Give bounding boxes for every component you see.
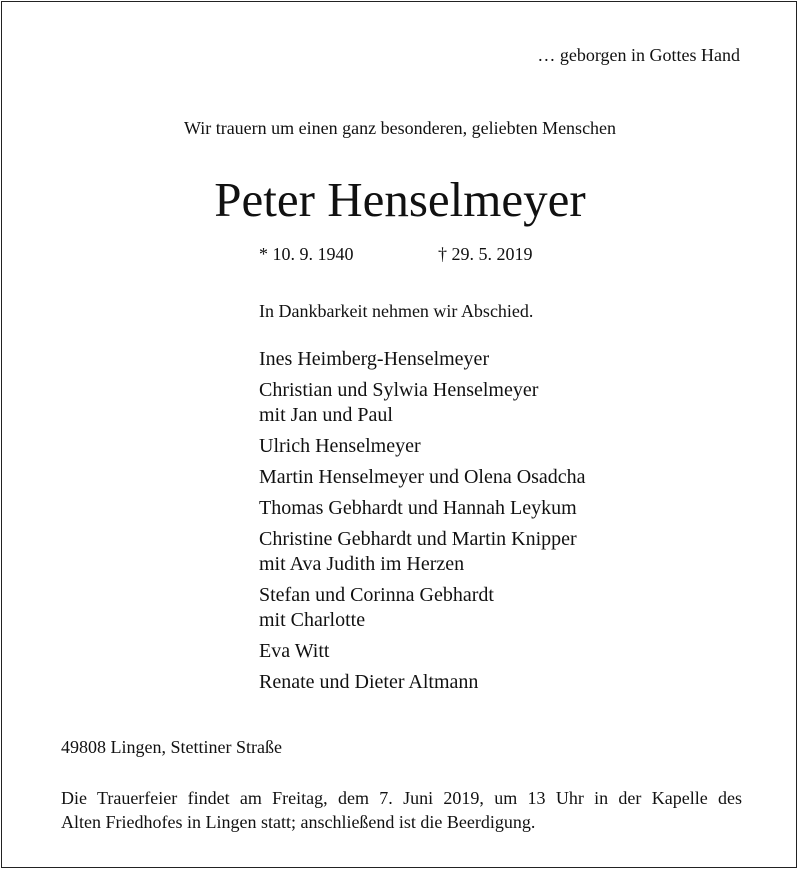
mourner-entry bbox=[259, 639, 586, 664]
mourner-entry bbox=[259, 496, 586, 521]
mourner-entry bbox=[259, 670, 586, 695]
farewell-line: In Dankbarkeit nehmen wir Abschied. bbox=[259, 301, 534, 321]
mourner-name: Ulrich Henselmeyer bbox=[259, 435, 421, 457]
death-date: † 29. 5. 2019 bbox=[438, 244, 533, 264]
funeral-notice-line-2: Alten Friedhofes in Lingen statt; anschließend ist die Beerdigung. bbox=[61, 812, 536, 832]
mourner-entry bbox=[259, 378, 586, 428]
mourner-extra: mit Ava Judith im Herzen bbox=[259, 553, 465, 575]
mourner-extra: mit Jan und Paul bbox=[259, 404, 393, 426]
mourner-name: Thomas Gebhardt und Hannah Leykum bbox=[259, 497, 577, 519]
mourner-name: Stefan und Corinna Gebhardt bbox=[259, 584, 494, 606]
intro-line: Wir trauern um einen ganz besonderen, geliebten Menschen bbox=[183, 118, 617, 138]
mourner-entry bbox=[259, 465, 586, 490]
funeral-notice-line-1: Die Trauerfeier findet am Freitag, dem 7. Juni 2019, um 13 Uhr in der Kapelle des bbox=[61, 788, 742, 808]
mourner-name: Christian und Sylwia Henselmeyer bbox=[259, 379, 539, 401]
mourner-entry bbox=[259, 583, 586, 633]
mourner-name: Renate und Dieter Altmann bbox=[259, 671, 479, 693]
motto: … geborgen in Gottes Hand bbox=[537, 45, 740, 65]
mourner-entry bbox=[259, 527, 586, 577]
mourner-name: Eva Witt bbox=[259, 640, 330, 662]
mourner-entry bbox=[259, 434, 586, 459]
mourner-name: Christine Gebhardt und Martin Knipper bbox=[259, 528, 577, 550]
mourners-list bbox=[259, 347, 586, 701]
mourner-extra: mit Charlotte bbox=[259, 609, 366, 631]
mourner-name: Ines Heimberg-Henselmeyer bbox=[259, 348, 490, 370]
birth-date: * 10. 9. 1940 bbox=[259, 244, 354, 264]
mourner-entry bbox=[259, 347, 586, 372]
funeral-notice bbox=[61, 786, 742, 834]
mourner-name: Martin Henselmeyer und Olena Osadcha bbox=[259, 466, 586, 488]
deceased-name: Peter Henselmeyer bbox=[214, 172, 586, 227]
address: 49808 Lingen, Stettiner Straße bbox=[61, 737, 282, 757]
